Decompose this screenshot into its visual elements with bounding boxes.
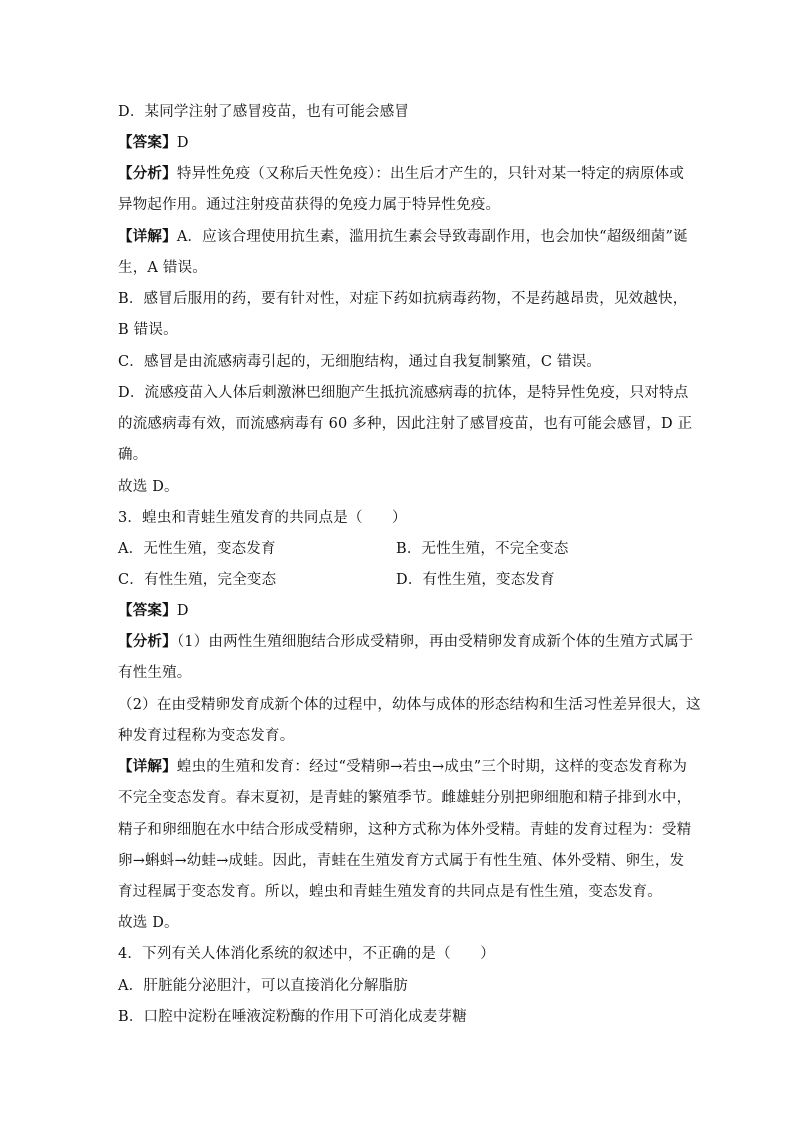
q3-detail-line-3: 精子和卵细胞在水中结合形成受精卵，这种方式称为体外受精。青蛙的发育过程为：受精 <box>118 822 692 838</box>
q2-detail-line-8: 确。 <box>118 447 148 463</box>
q3-conclusion: 故选 D。 <box>118 915 179 931</box>
q3-stem: 3．蝗虫和青蛙生殖发育的共同点是（ ） <box>118 510 407 526</box>
answer-value: D <box>176 135 189 151</box>
q3-option-c: C．有性生殖，完全变态 <box>118 572 277 588</box>
q3-detail-line-1 <box>118 757 687 777</box>
analysis-label: 【分析】 <box>118 165 177 182</box>
answer-label: 【答案】 <box>118 134 177 151</box>
analysis-text: （1）由两性生殖细胞结合形成受精卵，再由受精卵发育成新个体的生殖方式属于 <box>176 634 694 650</box>
q3-analysis-line-1 <box>118 632 694 652</box>
q3-analysis-line-2: 有性生殖。 <box>118 665 192 681</box>
q2-analysis-line-1 <box>118 164 684 184</box>
q3-option-b: B．无性生殖，不完全变态 <box>396 541 569 557</box>
q2-detail-line-7: 的流感病毒有效，而流感病毒有 60 多种，因此注射了感冒疫苗，也有可能会感冒，D 正 <box>118 416 693 432</box>
q3-analysis-line-3: （2）在由受精卵发育成新个体的过程中，幼体与成体的形态结构和生活习性差异很大，这 <box>118 697 701 713</box>
q3-answer <box>118 601 189 621</box>
analysis-label: 【分析】 <box>118 633 177 650</box>
q2-option-d: D．某同学注射了感冒疫苗，也有可能会感冒 <box>118 104 410 120</box>
q2-answer <box>118 133 189 153</box>
q2-detail-line-5: C．感冒是由流感病毒引起的，无细胞结构，通过自我复制繁殖，C 错误。 <box>118 354 602 370</box>
analysis-text: 特异性免疫（又称后天性免疫）：出生后才产生的，只针对某一特定的病原体或 <box>176 166 685 182</box>
q4-option-a: A．肝脏能分泌胆汁，可以直接消化分解脂肪 <box>118 978 408 994</box>
q4-stem: 4．下列有关人体消化系统的叙述中，不正确的是（ ） <box>118 946 495 962</box>
q3-option-a: A．无性生殖，变态发育 <box>118 541 276 557</box>
q2-detail-line-6: D．流感疫苗入人体后刺激淋巴细胞产生抵抗流感病毒的抗体，是特异性免疫，只对特点 <box>118 385 689 401</box>
q3-detail-line-4: 卵→蝌蚪→幼蛙→成蛙。因此，青蛙在生殖发育方式属于有性生殖、体外受精、卵生，发 <box>118 853 685 869</box>
q2-detail-line-1 <box>118 227 688 247</box>
q2-detail-line-4: B 错误。 <box>118 322 178 338</box>
q2-detail-line-2: 生，A 错误。 <box>118 260 207 276</box>
q4-option-b: B．口腔中淀粉在唾液淀粉酶的作用下可消化成麦芽糖 <box>118 1009 467 1025</box>
detail-label: 【详解】 <box>118 228 177 245</box>
detail-label: 【详解】 <box>118 758 177 775</box>
q3-detail-line-2: 不完全变态发育。春末夏初，是青蛙的繁殖季节。雌雄蛙分别把卵细胞和精子排到水中， <box>118 790 692 806</box>
detail-text: A．应该合理使用抗生素，滥用抗生素会导致毒副作用，也会加快“超级细菌”诞 <box>176 229 688 245</box>
q3-analysis-line-4: 种发育过程称为变态发育。 <box>118 728 295 744</box>
answer-label: 【答案】 <box>118 602 177 619</box>
q2-detail-line-3: B．感冒后服用的药，要有针对性，对症下药如抗病毒药物，不是药越昂贵，见效越快， <box>118 291 688 307</box>
q2-analysis-line-2: 异物起作用。通过注射疫苗获得的免疫力属于特异性免疫。 <box>118 197 501 213</box>
q2-conclusion: 故选 D。 <box>118 479 179 495</box>
q3-option-d: D．有性生殖，变态发育 <box>396 572 555 588</box>
detail-text: 蝗虫的生殖和发育：经过“受精卵→若虫→成虫”三个时期，这样的变态发育称为 <box>176 759 688 775</box>
q3-detail-line-5: 育过程属于变态发育。所以，蝗虫和青蛙生殖发育的共同点是有性生殖，变态发育。 <box>118 884 662 900</box>
answer-value: D <box>176 603 189 619</box>
